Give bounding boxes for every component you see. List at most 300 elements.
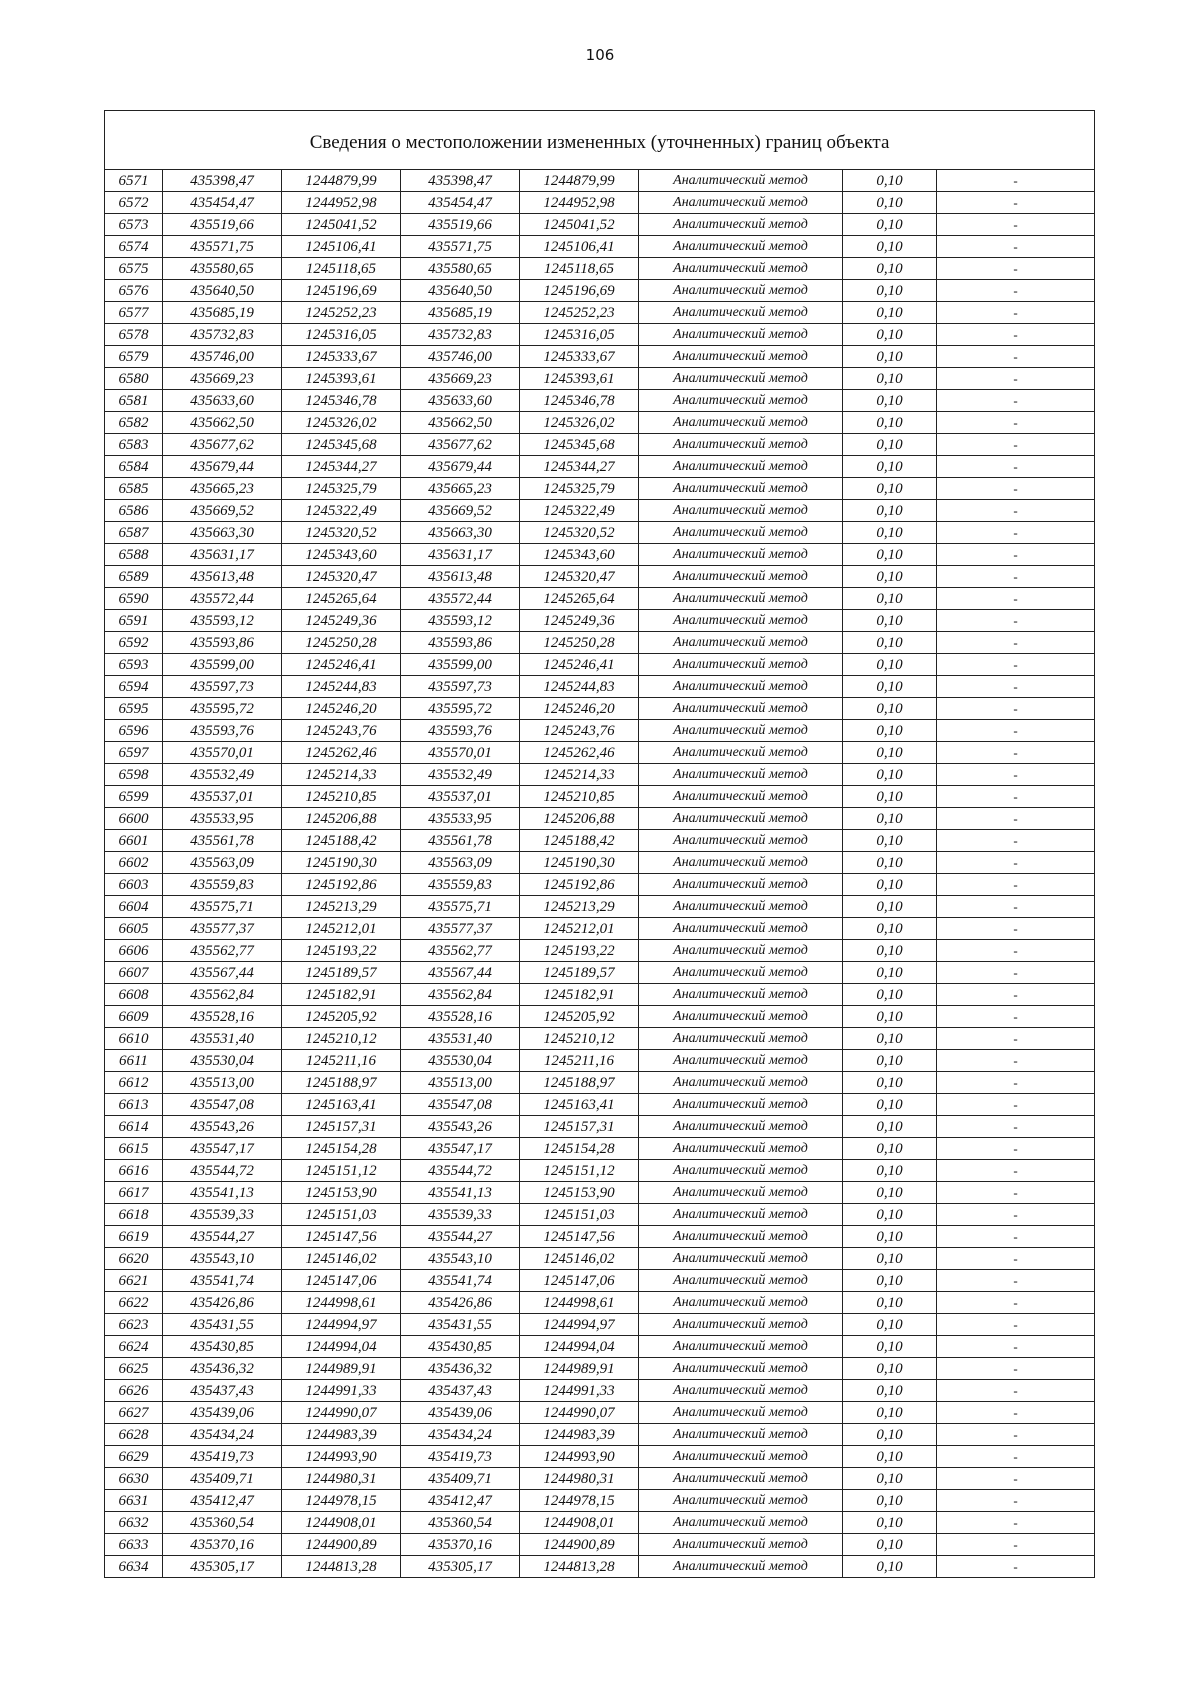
x-updated-cell: 435437,43 (401, 1380, 520, 1402)
table-row (105, 1160, 1095, 1182)
method-cell: Аналитический метод (639, 1138, 843, 1160)
x-updated-cell: 435544,72 (401, 1160, 520, 1182)
method-cell: Аналитический метод (639, 1512, 843, 1534)
accuracy-cell: 0,10 (843, 1116, 937, 1138)
table-row (105, 258, 1095, 280)
accuracy-cell: 0,10 (843, 698, 937, 720)
y-updated-cell: 1245212,01 (520, 918, 639, 940)
y-updated-cell: 1245243,76 (520, 720, 639, 742)
point-number-cell: 6615 (105, 1138, 163, 1160)
table-row (105, 676, 1095, 698)
y-existing-cell: 1245246,41 (282, 654, 401, 676)
x-existing-cell: 435528,16 (163, 1006, 282, 1028)
accuracy-cell: 0,10 (843, 1468, 937, 1490)
y-updated-cell: 1245157,31 (520, 1116, 639, 1138)
y-existing-cell: 1244989,91 (282, 1358, 401, 1380)
y-existing-cell: 1245151,12 (282, 1160, 401, 1182)
x-existing-cell: 435685,19 (163, 302, 282, 324)
x-existing-cell: 435562,84 (163, 984, 282, 1006)
x-updated-cell: 435360,54 (401, 1512, 520, 1534)
x-existing-cell: 435665,23 (163, 478, 282, 500)
x-existing-cell: 435531,40 (163, 1028, 282, 1050)
accuracy-cell: 0,10 (843, 786, 937, 808)
table-row (105, 1138, 1095, 1160)
description-cell: - (937, 1512, 1095, 1534)
y-existing-cell: 1245244,83 (282, 676, 401, 698)
point-number-cell: 6617 (105, 1182, 163, 1204)
accuracy-cell: 0,10 (843, 1006, 937, 1028)
y-updated-cell: 1245154,28 (520, 1138, 639, 1160)
x-existing-cell: 435746,00 (163, 346, 282, 368)
x-existing-cell: 435533,95 (163, 808, 282, 830)
description-cell: - (937, 874, 1095, 896)
y-existing-cell: 1245205,92 (282, 1006, 401, 1028)
y-existing-cell: 1244879,99 (282, 170, 401, 192)
x-existing-cell: 435419,73 (163, 1446, 282, 1468)
table-row (105, 1490, 1095, 1512)
table-row (105, 1292, 1095, 1314)
x-updated-cell: 435679,44 (401, 456, 520, 478)
x-existing-cell: 435563,09 (163, 852, 282, 874)
x-existing-cell: 435559,83 (163, 874, 282, 896)
accuracy-cell: 0,10 (843, 1226, 937, 1248)
x-updated-cell: 435567,44 (401, 962, 520, 984)
x-existing-cell: 435567,44 (163, 962, 282, 984)
y-updated-cell: 1245333,67 (520, 346, 639, 368)
description-cell: - (937, 1028, 1095, 1050)
x-updated-cell: 435572,44 (401, 588, 520, 610)
y-existing-cell: 1245154,28 (282, 1138, 401, 1160)
y-existing-cell: 1245322,49 (282, 500, 401, 522)
method-cell: Аналитический метод (639, 1490, 843, 1512)
y-updated-cell: 1245163,41 (520, 1094, 639, 1116)
description-cell: - (937, 1226, 1095, 1248)
table-row (105, 346, 1095, 368)
x-existing-cell: 435519,66 (163, 214, 282, 236)
y-existing-cell: 1245188,42 (282, 830, 401, 852)
description-cell: - (937, 1402, 1095, 1424)
x-updated-cell: 435419,73 (401, 1446, 520, 1468)
x-updated-cell: 435439,06 (401, 1402, 520, 1424)
x-existing-cell: 435543,26 (163, 1116, 282, 1138)
point-number-cell: 6604 (105, 896, 163, 918)
y-updated-cell: 1245265,64 (520, 588, 639, 610)
table-row (105, 1116, 1095, 1138)
y-existing-cell: 1245118,65 (282, 258, 401, 280)
x-updated-cell: 435532,49 (401, 764, 520, 786)
x-existing-cell: 435577,37 (163, 918, 282, 940)
x-existing-cell: 435571,75 (163, 236, 282, 258)
description-cell: - (937, 390, 1095, 412)
accuracy-cell: 0,10 (843, 1358, 937, 1380)
y-updated-cell: 1244998,61 (520, 1292, 639, 1314)
point-number-cell: 6571 (105, 170, 163, 192)
x-existing-cell: 435677,62 (163, 434, 282, 456)
table-row (105, 456, 1095, 478)
x-existing-cell: 435732,83 (163, 324, 282, 346)
x-existing-cell: 435547,17 (163, 1138, 282, 1160)
y-existing-cell: 1245206,88 (282, 808, 401, 830)
accuracy-cell: 0,10 (843, 742, 937, 764)
x-existing-cell: 435454,47 (163, 192, 282, 214)
method-cell: Аналитический метод (639, 434, 843, 456)
description-cell: - (937, 1314, 1095, 1336)
table-row (105, 1314, 1095, 1336)
point-number-cell: 6578 (105, 324, 163, 346)
y-existing-cell: 1245106,41 (282, 236, 401, 258)
description-cell: - (937, 654, 1095, 676)
y-existing-cell: 1245192,86 (282, 874, 401, 896)
y-existing-cell: 1245250,28 (282, 632, 401, 654)
y-updated-cell: 1245147,06 (520, 1270, 639, 1292)
description-cell: - (937, 1160, 1095, 1182)
point-number-cell: 6606 (105, 940, 163, 962)
y-existing-cell: 1245153,90 (282, 1182, 401, 1204)
x-existing-cell: 435593,86 (163, 632, 282, 654)
y-updated-cell: 1245210,85 (520, 786, 639, 808)
description-cell: - (937, 896, 1095, 918)
y-existing-cell: 1244900,89 (282, 1534, 401, 1556)
description-cell: - (937, 786, 1095, 808)
x-existing-cell: 435360,54 (163, 1512, 282, 1534)
point-number-cell: 6574 (105, 236, 163, 258)
y-existing-cell: 1245316,05 (282, 324, 401, 346)
table-row (105, 1446, 1095, 1468)
table-title-row (105, 111, 1095, 170)
method-cell: Аналитический метод (639, 676, 843, 698)
method-cell: Аналитический метод (639, 610, 843, 632)
x-updated-cell: 435530,04 (401, 1050, 520, 1072)
method-cell: Аналитический метод (639, 302, 843, 324)
y-updated-cell: 1245244,83 (520, 676, 639, 698)
x-existing-cell: 435679,44 (163, 456, 282, 478)
method-cell: Аналитический метод (639, 632, 843, 654)
table-row (105, 324, 1095, 346)
method-cell: Аналитический метод (639, 1402, 843, 1424)
method-cell: Аналитический метод (639, 764, 843, 786)
y-updated-cell: 1245206,88 (520, 808, 639, 830)
y-updated-cell: 1244980,31 (520, 1468, 639, 1490)
method-cell: Аналитический метод (639, 1446, 843, 1468)
y-updated-cell: 1245246,20 (520, 698, 639, 720)
y-updated-cell: 1244813,28 (520, 1556, 639, 1578)
method-cell: Аналитический метод (639, 698, 843, 720)
table-row (105, 984, 1095, 1006)
x-updated-cell: 435599,00 (401, 654, 520, 676)
table-row (105, 764, 1095, 786)
description-cell: - (937, 1248, 1095, 1270)
x-updated-cell: 435531,40 (401, 1028, 520, 1050)
description-cell: - (937, 456, 1095, 478)
table-row (105, 1512, 1095, 1534)
table-row (105, 1380, 1095, 1402)
method-cell: Аналитический метод (639, 1534, 843, 1556)
point-number-cell: 6583 (105, 434, 163, 456)
point-number-cell: 6595 (105, 698, 163, 720)
table-row (105, 1468, 1095, 1490)
description-cell: - (937, 324, 1095, 346)
y-updated-cell: 1244978,15 (520, 1490, 639, 1512)
x-updated-cell: 435732,83 (401, 324, 520, 346)
y-updated-cell: 1245322,49 (520, 500, 639, 522)
description-cell: - (937, 566, 1095, 588)
point-number-cell: 6631 (105, 1490, 163, 1512)
table-row (105, 1006, 1095, 1028)
y-existing-cell: 1245320,52 (282, 522, 401, 544)
accuracy-cell: 0,10 (843, 456, 937, 478)
method-cell: Аналитический метод (639, 852, 843, 874)
point-number-cell: 6580 (105, 368, 163, 390)
table-row (105, 852, 1095, 874)
description-cell: - (937, 500, 1095, 522)
x-existing-cell: 435541,74 (163, 1270, 282, 1292)
y-existing-cell: 1245196,69 (282, 280, 401, 302)
point-number-cell: 6579 (105, 346, 163, 368)
point-number-cell: 6584 (105, 456, 163, 478)
method-cell: Аналитический метод (639, 192, 843, 214)
table-row (105, 522, 1095, 544)
accuracy-cell: 0,10 (843, 940, 937, 962)
method-cell: Аналитический метод (639, 346, 843, 368)
y-existing-cell: 1245188,97 (282, 1072, 401, 1094)
table-row (105, 1072, 1095, 1094)
x-existing-cell: 435370,16 (163, 1534, 282, 1556)
y-existing-cell: 1244983,39 (282, 1424, 401, 1446)
point-number-cell: 6624 (105, 1336, 163, 1358)
description-cell: - (937, 192, 1095, 214)
method-cell: Аналитический метод (639, 1160, 843, 1182)
point-number-cell: 6614 (105, 1116, 163, 1138)
point-number-cell: 6597 (105, 742, 163, 764)
method-cell: Аналитический метод (639, 720, 843, 742)
x-updated-cell: 435543,10 (401, 1248, 520, 1270)
x-existing-cell: 435593,76 (163, 720, 282, 742)
y-existing-cell: 1244994,97 (282, 1314, 401, 1336)
accuracy-cell: 0,10 (843, 1402, 937, 1424)
accuracy-cell: 0,10 (843, 1292, 937, 1314)
method-cell: Аналитический метод (639, 456, 843, 478)
y-updated-cell: 1245106,41 (520, 236, 639, 258)
y-existing-cell: 1245189,57 (282, 962, 401, 984)
point-number-cell: 6599 (105, 786, 163, 808)
y-updated-cell: 1245205,92 (520, 1006, 639, 1028)
y-existing-cell: 1245326,02 (282, 412, 401, 434)
accuracy-cell: 0,10 (843, 236, 937, 258)
x-updated-cell: 435593,12 (401, 610, 520, 632)
x-updated-cell: 435563,09 (401, 852, 520, 874)
accuracy-cell: 0,10 (843, 368, 937, 390)
x-existing-cell: 435437,43 (163, 1380, 282, 1402)
point-number-cell: 6609 (105, 1006, 163, 1028)
point-number-cell: 6588 (105, 544, 163, 566)
y-updated-cell: 1245249,36 (520, 610, 639, 632)
table-row (105, 962, 1095, 984)
accuracy-cell: 0,10 (843, 588, 937, 610)
point-number-cell: 6607 (105, 962, 163, 984)
accuracy-cell: 0,10 (843, 1138, 937, 1160)
y-updated-cell: 1244994,04 (520, 1336, 639, 1358)
y-existing-cell: 1245252,23 (282, 302, 401, 324)
accuracy-cell: 0,10 (843, 1446, 937, 1468)
accuracy-cell: 0,10 (843, 676, 937, 698)
y-existing-cell: 1245163,41 (282, 1094, 401, 1116)
x-existing-cell: 435575,71 (163, 896, 282, 918)
description-cell: - (937, 1050, 1095, 1072)
accuracy-cell: 0,10 (843, 500, 937, 522)
x-updated-cell: 435633,60 (401, 390, 520, 412)
table-row (105, 412, 1095, 434)
x-existing-cell: 435544,27 (163, 1226, 282, 1248)
description-cell: - (937, 1468, 1095, 1490)
method-cell: Аналитический метод (639, 984, 843, 1006)
x-existing-cell: 435633,60 (163, 390, 282, 412)
y-updated-cell: 1245193,22 (520, 940, 639, 962)
y-existing-cell: 1245147,56 (282, 1226, 401, 1248)
y-updated-cell: 1245118,65 (520, 258, 639, 280)
y-updated-cell: 1244983,39 (520, 1424, 639, 1446)
y-updated-cell: 1245151,03 (520, 1204, 639, 1226)
table-row (105, 1336, 1095, 1358)
accuracy-cell: 0,10 (843, 478, 937, 500)
y-updated-cell: 1245210,12 (520, 1028, 639, 1050)
x-updated-cell: 435562,77 (401, 940, 520, 962)
y-updated-cell: 1245345,68 (520, 434, 639, 456)
point-number-cell: 6596 (105, 720, 163, 742)
point-number-cell: 6618 (105, 1204, 163, 1226)
point-number-cell: 6600 (105, 808, 163, 830)
method-cell: Аналитический метод (639, 1270, 843, 1292)
table-row (105, 434, 1095, 456)
y-existing-cell: 1245333,67 (282, 346, 401, 368)
method-cell: Аналитический метод (639, 588, 843, 610)
method-cell: Аналитический метод (639, 808, 843, 830)
accuracy-cell: 0,10 (843, 852, 937, 874)
table-row (105, 720, 1095, 742)
accuracy-cell: 0,10 (843, 764, 937, 786)
x-updated-cell: 435570,01 (401, 742, 520, 764)
table-row (105, 478, 1095, 500)
description-cell: - (937, 1094, 1095, 1116)
y-updated-cell: 1245153,90 (520, 1182, 639, 1204)
x-existing-cell: 435409,71 (163, 1468, 282, 1490)
table-row (105, 808, 1095, 830)
x-existing-cell: 435597,73 (163, 676, 282, 698)
description-cell: - (937, 1336, 1095, 1358)
point-number-cell: 6620 (105, 1248, 163, 1270)
description-cell: - (937, 940, 1095, 962)
x-updated-cell: 435571,75 (401, 236, 520, 258)
x-existing-cell: 435513,00 (163, 1072, 282, 1094)
y-updated-cell: 1244991,33 (520, 1380, 639, 1402)
x-updated-cell: 435436,32 (401, 1358, 520, 1380)
table-row (105, 500, 1095, 522)
point-number-cell: 6611 (105, 1050, 163, 1072)
table-row (105, 1050, 1095, 1072)
x-existing-cell: 435669,23 (163, 368, 282, 390)
table-row (105, 1204, 1095, 1226)
x-updated-cell: 435541,13 (401, 1182, 520, 1204)
method-cell: Аналитический метод (639, 1358, 843, 1380)
description-cell: - (937, 346, 1095, 368)
y-updated-cell: 1245320,52 (520, 522, 639, 544)
accuracy-cell: 0,10 (843, 720, 937, 742)
point-number-cell: 6621 (105, 1270, 163, 1292)
accuracy-cell: 0,10 (843, 654, 937, 676)
point-number-cell: 6572 (105, 192, 163, 214)
method-cell: Аналитический метод (639, 1292, 843, 1314)
x-updated-cell: 435398,47 (401, 170, 520, 192)
table-row (105, 1182, 1095, 1204)
point-number-cell: 6585 (105, 478, 163, 500)
description-cell: - (937, 1292, 1095, 1314)
table-row (105, 742, 1095, 764)
x-updated-cell: 435513,00 (401, 1072, 520, 1094)
method-cell: Аналитический метод (639, 1314, 843, 1336)
method-cell: Аналитический метод (639, 654, 843, 676)
method-cell: Аналитический метод (639, 522, 843, 544)
accuracy-cell: 0,10 (843, 434, 937, 456)
table-row (105, 896, 1095, 918)
y-existing-cell: 1245193,22 (282, 940, 401, 962)
point-number-cell: 6573 (105, 214, 163, 236)
point-number-cell: 6610 (105, 1028, 163, 1050)
y-existing-cell: 1245243,76 (282, 720, 401, 742)
x-updated-cell: 435305,17 (401, 1556, 520, 1578)
description-cell: - (937, 632, 1095, 654)
y-updated-cell: 1244908,01 (520, 1512, 639, 1534)
method-cell: Аналитический метод (639, 170, 843, 192)
point-number-cell: 6594 (105, 676, 163, 698)
table-row (105, 1556, 1095, 1578)
description-cell: - (937, 412, 1095, 434)
method-cell: Аналитический метод (639, 830, 843, 852)
x-updated-cell: 435528,16 (401, 1006, 520, 1028)
accuracy-cell: 0,10 (843, 1424, 937, 1446)
table-row (105, 236, 1095, 258)
y-updated-cell: 1245252,23 (520, 302, 639, 324)
accuracy-cell: 0,10 (843, 544, 937, 566)
y-updated-cell: 1245041,52 (520, 214, 639, 236)
point-number-cell: 6593 (105, 654, 163, 676)
y-updated-cell: 1245182,91 (520, 984, 639, 1006)
method-cell: Аналитический метод (639, 940, 843, 962)
point-number-cell: 6625 (105, 1358, 163, 1380)
x-existing-cell: 435537,01 (163, 786, 282, 808)
table-row (105, 192, 1095, 214)
accuracy-cell: 0,10 (843, 1160, 937, 1182)
method-cell: Аналитический метод (639, 258, 843, 280)
y-existing-cell: 1245211,16 (282, 1050, 401, 1072)
description-cell: - (937, 1534, 1095, 1556)
y-updated-cell: 1245346,78 (520, 390, 639, 412)
y-updated-cell: 1244994,97 (520, 1314, 639, 1336)
table-row (105, 170, 1095, 192)
y-existing-cell: 1245393,61 (282, 368, 401, 390)
description-cell: - (937, 764, 1095, 786)
point-number-cell: 6590 (105, 588, 163, 610)
y-existing-cell: 1245041,52 (282, 214, 401, 236)
accuracy-cell: 0,10 (843, 1094, 937, 1116)
table-row (105, 544, 1095, 566)
table-body (105, 170, 1095, 1578)
y-updated-cell: 1245343,60 (520, 544, 639, 566)
description-cell: - (937, 1204, 1095, 1226)
accuracy-cell: 0,10 (843, 192, 937, 214)
x-existing-cell: 435580,65 (163, 258, 282, 280)
y-existing-cell: 1245190,30 (282, 852, 401, 874)
x-updated-cell: 435580,65 (401, 258, 520, 280)
x-updated-cell: 435547,17 (401, 1138, 520, 1160)
